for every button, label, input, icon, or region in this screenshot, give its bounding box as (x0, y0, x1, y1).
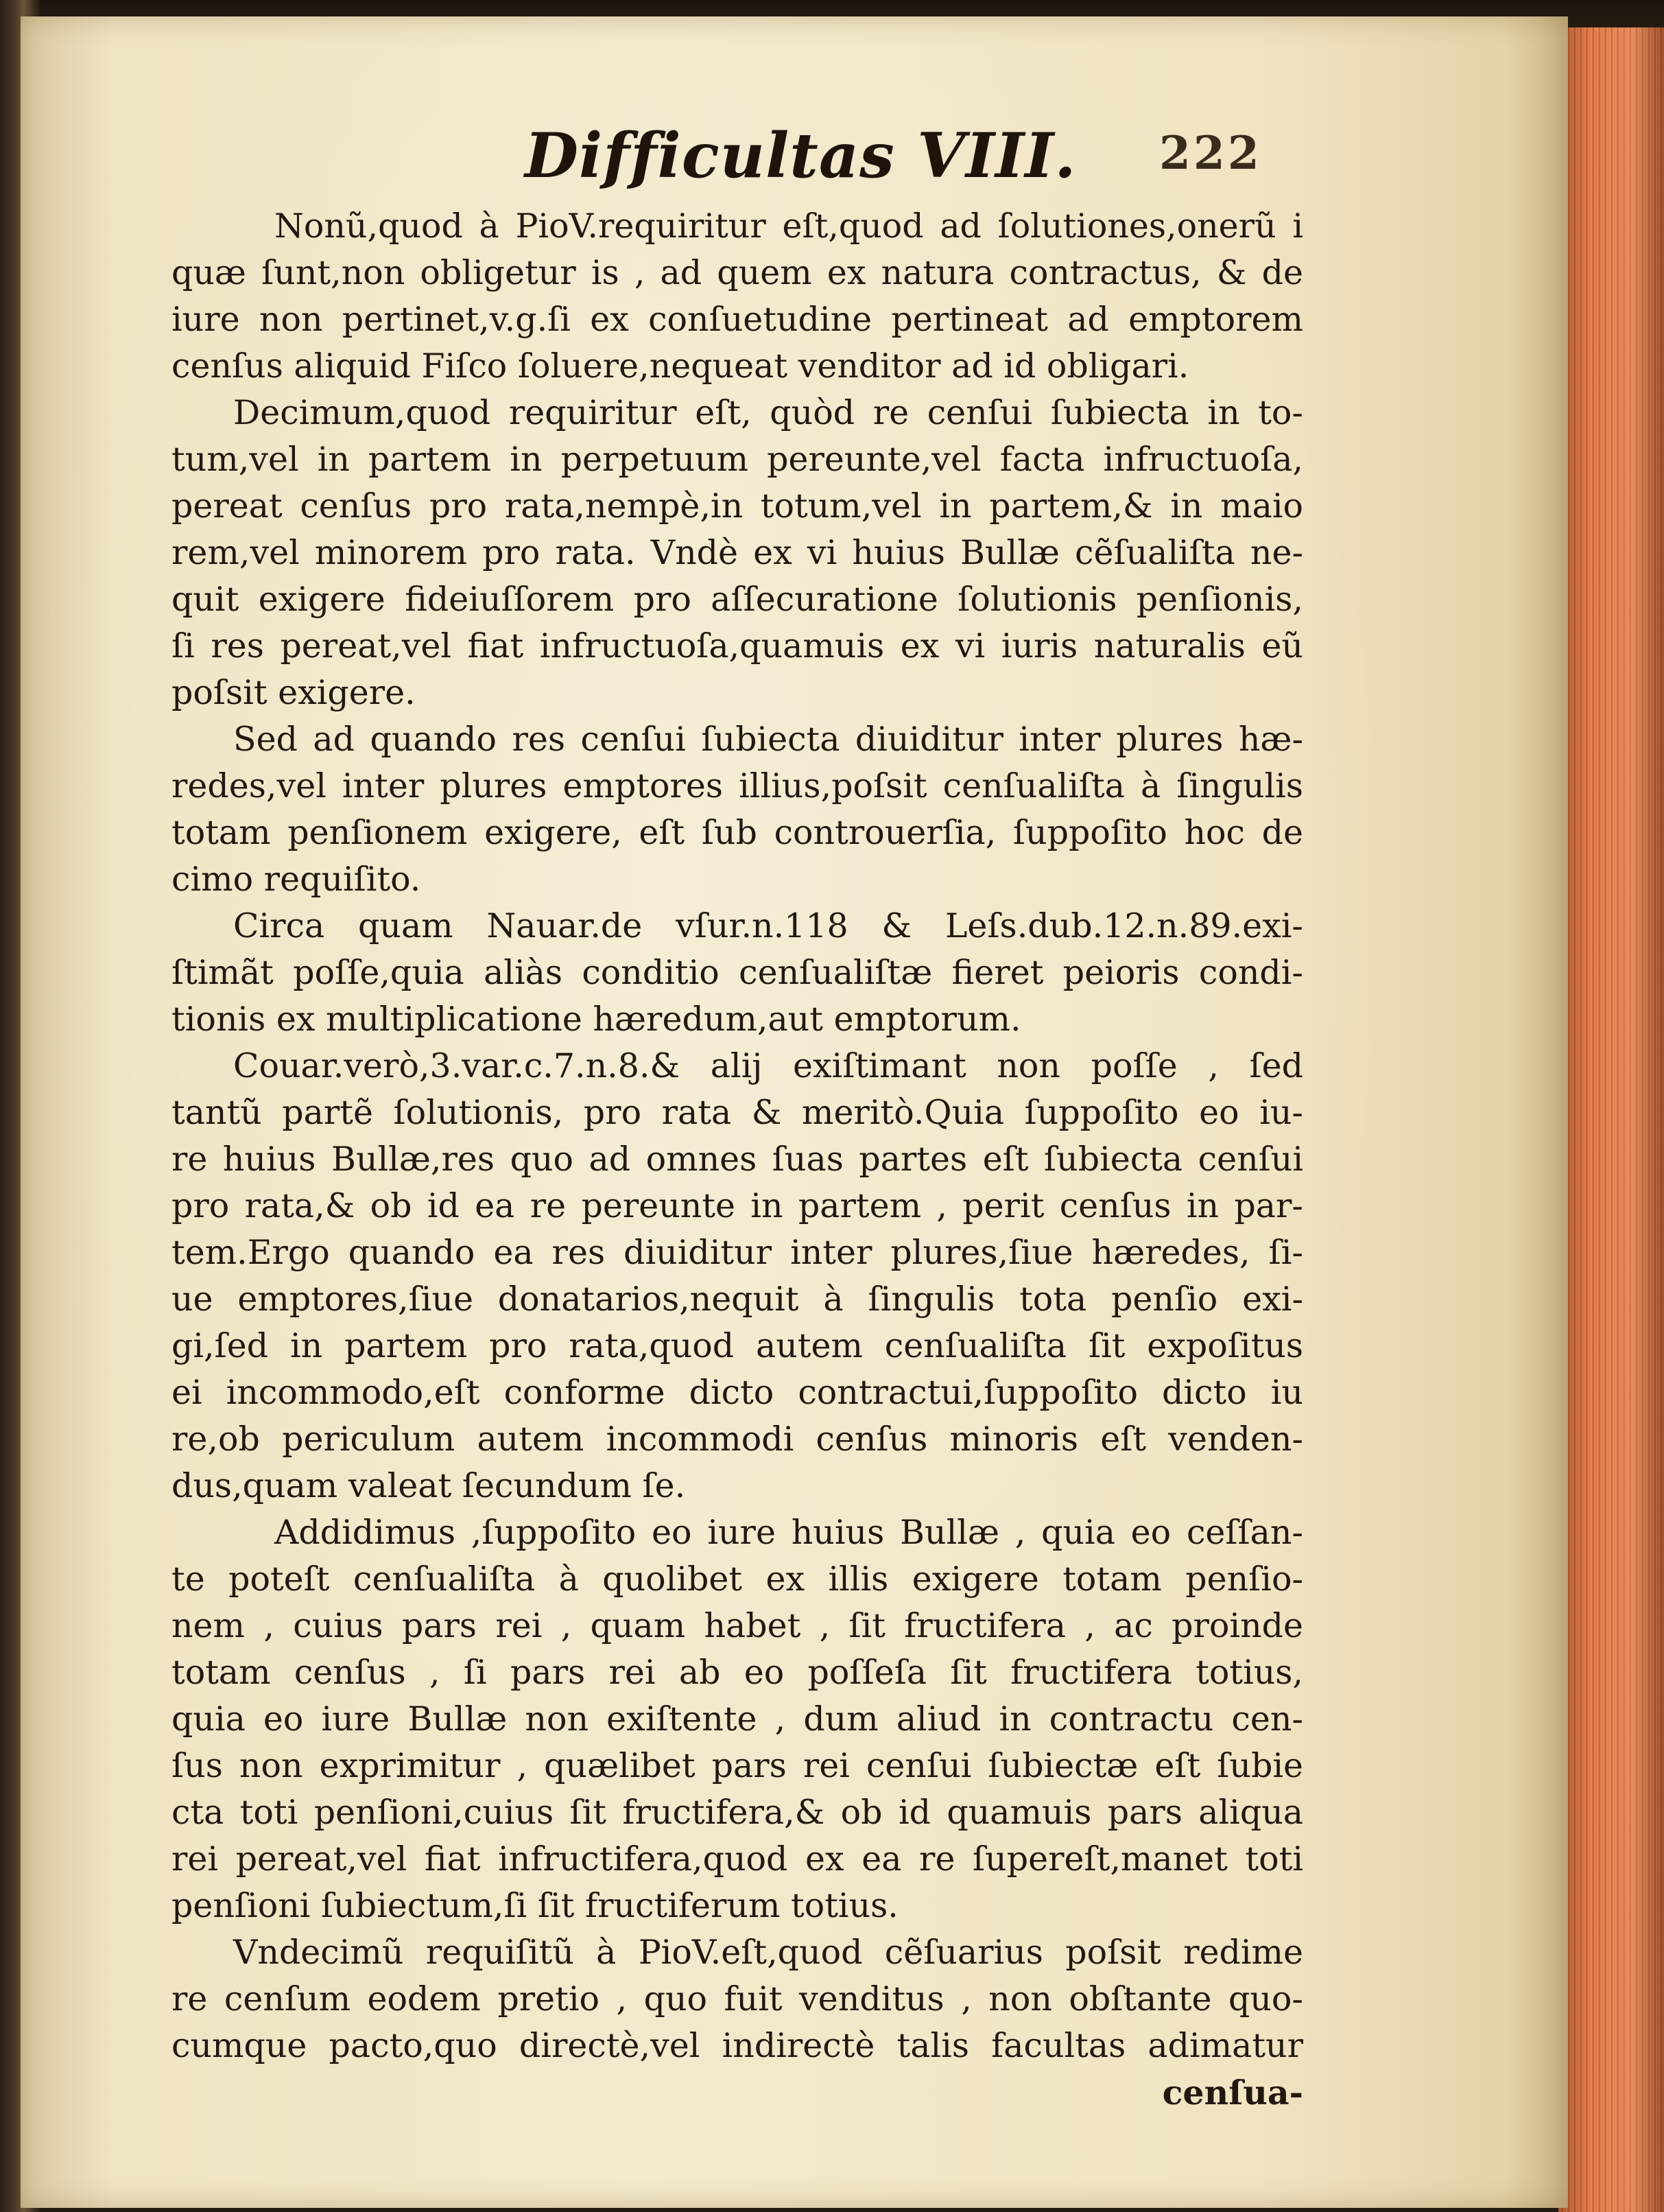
text-line: re huius Bullæ,res quo ad omnes ſuas partes eſt ſubiecta cenſui (171, 1140, 1303, 1179)
text-line: tionis ex multiplicatione hæredum,aut emptorum. (171, 1000, 1021, 1039)
text-line: Addidimus ,ſuppoſito eo iure huius Bullæ , quia eo ceſſan- (274, 1513, 1303, 1552)
text-line: tum,vel in partem in perpetuum pereunte,vel facta infructuoſa, (171, 440, 1303, 479)
running-title: Difficultas VIII. (525, 119, 1077, 192)
text-line: Sed ad quando res cenſui ſubiecta diuiditur inter plures hæ- (233, 720, 1303, 759)
text-line: rem,vel minorem pro rata. Vndè ex vi huius Bullæ cẽſualiſta ne- (171, 533, 1303, 572)
text-line: rei pereat,vel fiat infructifera,quod ex ea re ſupereſt,manet toti (171, 1839, 1303, 1879)
text-line: cta toti penſioni,cuius ſit fructifera,& ob id quamuis pars aliqua (171, 1793, 1303, 1832)
text-line: penſioni ſubiectum,ſi ſit fructiferum totius. (171, 1886, 899, 1925)
page (21, 16, 1568, 2208)
text-line: ſus non exprimitur , quælibet pars rei cenſui ſubiectæ eſt ſubie (171, 1746, 1303, 1785)
text-line: redes,vel inter plures emptores illius,poſsit cenſualiſta à ſingulis (171, 766, 1303, 805)
text-line: quit exigere fideiuſſorem pro aſſecuratione ſolutionis penſionis, (171, 580, 1303, 619)
text-line: cumque pacto,quo directè,vel indirectè talis facultas adimatur (171, 2026, 1303, 2065)
text-line: tantũ partẽ ſolutionis, pro rata & meritò.Quia ſuppoſito eo iu- (171, 1093, 1303, 1132)
text-line: nem , cuius pars rei , quam habet , ſit fructifera , ac proinde (171, 1606, 1303, 1645)
page-number: 222 (1159, 126, 1262, 180)
text-line: Vndecimũ requiſitũ à PioV.eſt,quod cẽſuarius poſsit redime (233, 1933, 1303, 1972)
text-line: cenſus aliquid Fiſco ſoluere,nequeat venditor ad id obligari. (171, 346, 1189, 386)
text-line: gi,ſed in partem pro rata,quod autem cenſualiſta ſit expoſitus (171, 1326, 1303, 1365)
text-line: quæ ſunt,non obligetur is , ad quem ex natura contractus, & de (171, 253, 1303, 292)
text-line: re,ob periculum autem incommodi cenſus minoris eſt venden- (171, 1420, 1303, 1459)
catchword: cenſua- (1162, 2073, 1303, 2113)
text-line: totam cenſus , ſi pars rei ab eo poſſeſa ſit fructifera totius, (171, 1653, 1303, 1692)
text-line: ei incommodo,eſt conforme dicto contractui,ſuppoſito dicto iu (171, 1373, 1303, 1412)
text-line: totam penſionem exigere, eſt ſub controuerſia, ſuppoſito hoc de (171, 813, 1303, 852)
text-line: dus,quam valeat ſecundum ſe. (171, 1466, 686, 1505)
page-block-edge (1558, 27, 1664, 2212)
text-line: tem.Ergo quando ea res diuiditur inter plures,ſiue hæredes, ſi- (171, 1233, 1303, 1272)
text-line: ue emptores,ſiue donatarios,nequit à ſingulis tota penſio exi- (171, 1280, 1303, 1319)
body-text (171, 203, 1303, 2116)
text-line: ſtimãt poſſe,quia aliàs conditio cenſualiſtæ fieret peioris condi- (171, 953, 1303, 992)
text-line: ſi res pereat,vel fiat infructuoſa,quamuis ex vi iuris naturalis eũ (171, 626, 1303, 666)
text-line: iure non pertinet,v.g.ſi ex conſuetudine pertineat ad emptorem (171, 300, 1303, 339)
text-line: pereat cenſus pro rata,nempè,in totum,vel in partem,& in maio (171, 486, 1303, 526)
text-line: Nonũ,quod à PioV.requiritur eſt,quod ad ſolutiones,onerũ i (274, 207, 1303, 246)
text-line: pro rata,& ob id ea re pereunte in partem , perit cenſus in par- (171, 1186, 1303, 1225)
text-line: poſsit exigere. (171, 673, 416, 712)
text-line: Couar.verò,3.var.c.7.n.8.& alij exiſtimant non poſſe , ſed (233, 1046, 1303, 1085)
text-line: te poteſt cenſualiſta à quolibet ex illis exigere totam penſio- (171, 1560, 1303, 1599)
page-header (21, 119, 1568, 202)
text-line: re cenſum eodem pretio , quo fuit venditus , non obſtante quo- (171, 1979, 1303, 2019)
text-line: cimo requiſito. (171, 860, 421, 899)
text-line: Circa quam Nauar.de vſur.n.118 & Leſs.dub.12.n.89.exi- (233, 906, 1303, 945)
text-line: Decimum,quod requiritur eſt, quòd re cenſui ſubiecta in to- (233, 393, 1303, 432)
text-line: quia eo iure Bullæ non exiſtente , dum aliud in contractu cen- (171, 1699, 1303, 1739)
